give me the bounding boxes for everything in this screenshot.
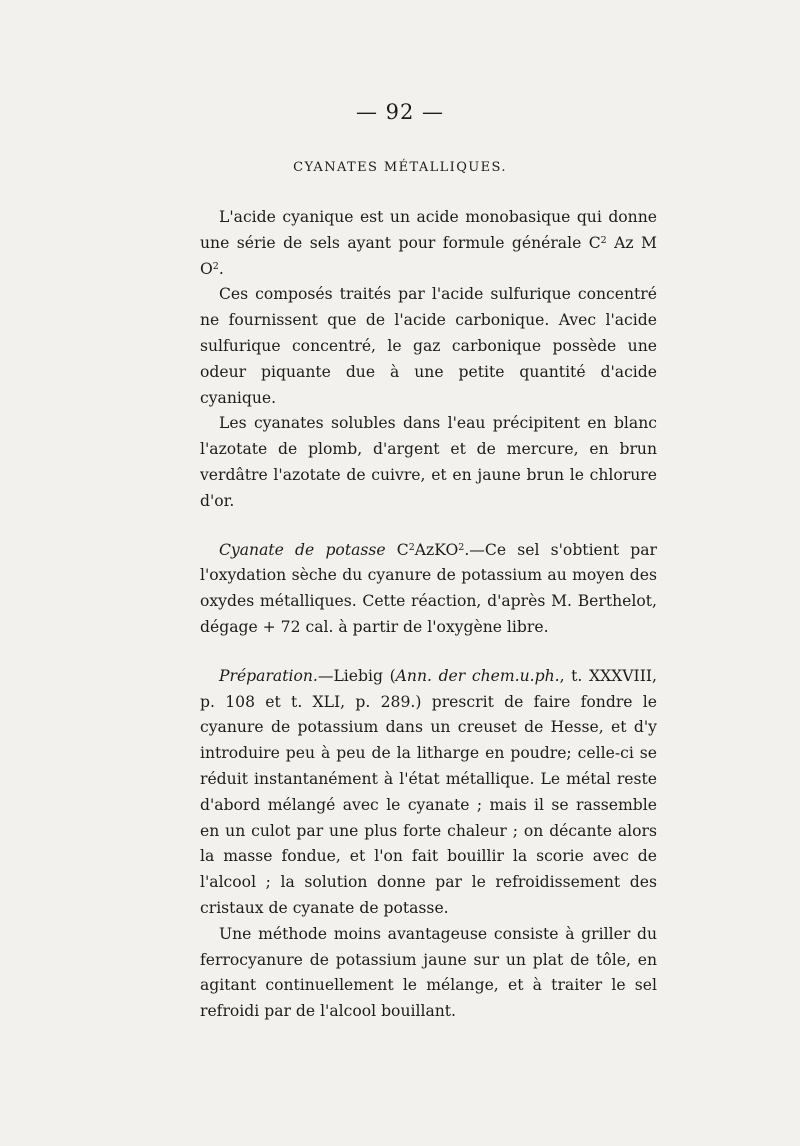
subscript-number: 2: [600, 234, 607, 246]
section-title: CYANATES MÉTALLIQUES.: [293, 160, 507, 175]
paragraph-preparation: [200, 664, 657, 922]
paragraph-precipitates: Les cyanates solubles dans l'eau précipitent en blanc l'azotate de plomb, d'argent et de mercure, en brun verdâtre l'azotate de cuivre, et en jaune brun le chlorure d'or.: [200, 414, 657, 510]
italic-heading: Cyanate de potasse: [219, 540, 386, 559]
text-run: AzKO: [414, 540, 459, 559]
italic-citation: Ann. der chem.u.ph.: [395, 666, 560, 685]
subscript-number: 2: [408, 541, 415, 553]
paragraph-sulfuric-acid: Ces composés traités par l'acide sulfurique concentré ne fournissent que de l'acide carbonique. Avec l'acide sulfurique concentré, le gaz carbonique possède une odeur piquante due à une petite quantité d'acide cyanique.: [200, 285, 657, 407]
text-run: , t. XXXVIII, p. 108 et t. XLI, p. 289.) prescrit de faire fondre le cyanure de potassium dans un creuset de Hesse, et d'y introduire peu à peu de la litharge en poudre; celle-ci se réduit instantanément à l'état métallique. Le métal reste d'abord mélangé avec le cyanate ; mais il se rassemble en un culot par une plus forte chaleur ; on décante alors la masse fondue, et l'on fait bouillir la scorie avec de l'alcool ; la solution donne par le refroidissement des cristaux de cyanate de potasse.: [200, 666, 657, 917]
paragraph-general-formula: [200, 205, 657, 282]
subscript-number: 2: [212, 260, 219, 272]
italic-heading: Préparation.: [219, 666, 318, 685]
text-run: —Liebig (: [317, 666, 396, 685]
text-run: .: [218, 259, 224, 278]
page-number: — 92 —: [355, 100, 445, 124]
body-text: [200, 205, 657, 1025]
text-run: .—Ce sel s'obtient par l'oxydation sèche du cyanure de potassium au moyen des oxydes métalliques. Cette réaction, d'après M. Berthelot, dégage + 72 cal. à partir de l'oxygène libre.: [200, 540, 658, 636]
text-run: L'acide cyanique est un acide monobasique qui donne une série de sels ayant pour formule générale C: [200, 208, 657, 252]
text-run: Az M O: [200, 233, 658, 278]
text-run: C: [385, 540, 409, 559]
subscript-number: 2: [458, 541, 465, 553]
paragraph-cyanate-de-potasse: [200, 538, 657, 641]
paragraph-alternative-method: Une méthode moins avantageuse consiste à griller du ferrocyanure de potassium jaune sur un plat de tôle, en agitant continuellement le mélange, et à traiter le sel refroidi par de l'alcool bouillant.: [200, 924, 657, 1021]
